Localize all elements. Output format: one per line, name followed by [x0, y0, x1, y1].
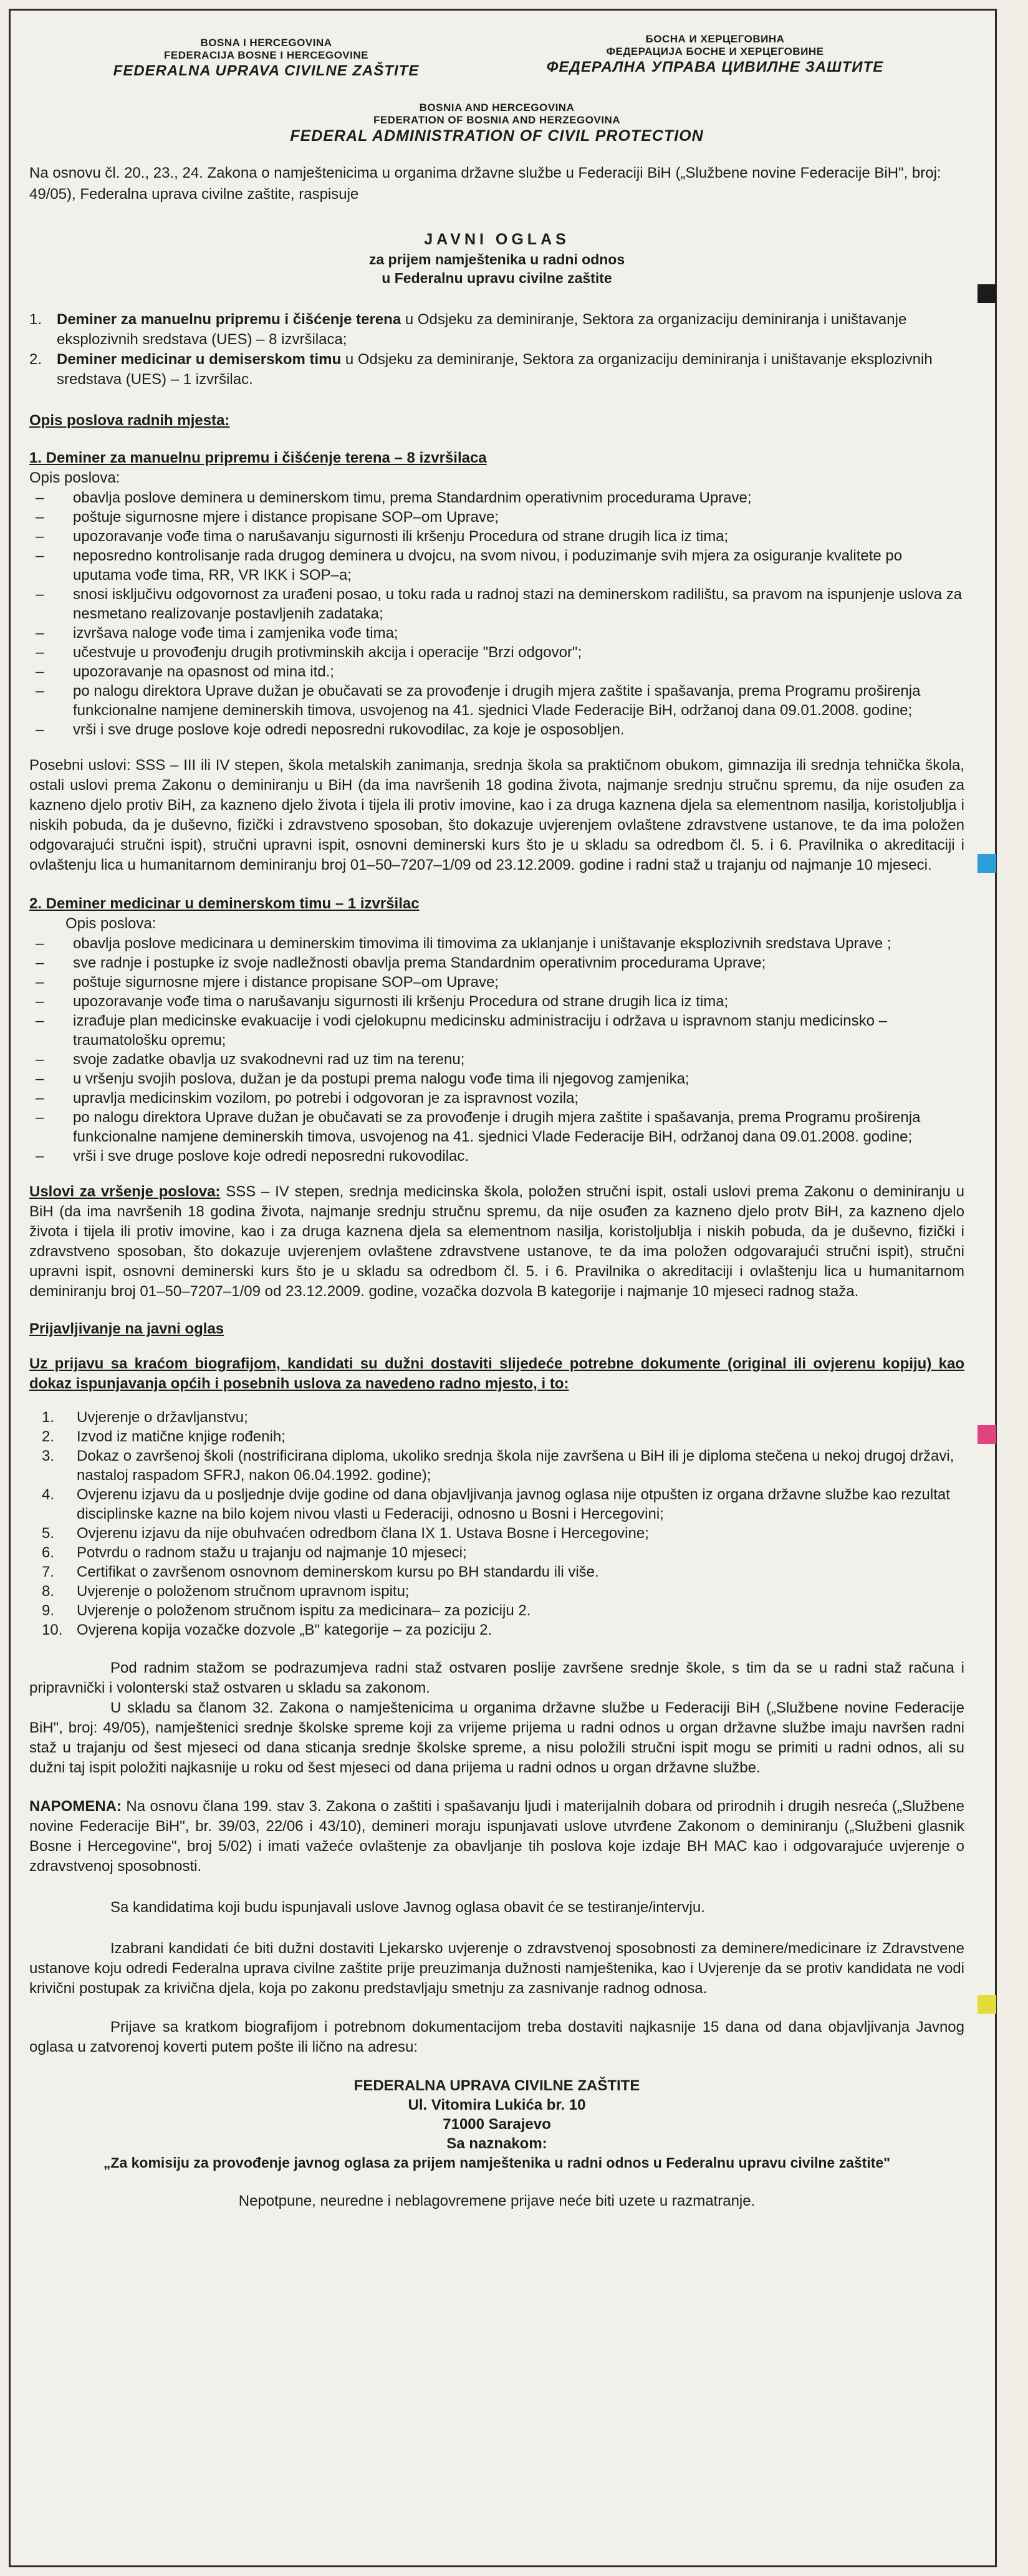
- position-description: u Odsjeku za deminiranje, Sektora za organizaciju deminiranja i uništavanje eksplozivnih sredstava (UES) – 8 izvršilaca;: [57, 311, 907, 348]
- list-item: 10. Ovjerena kopija vozačke dozvole „B" kategorije – za poziciju 2.: [42, 1622, 492, 1638]
- list-item: – neposredno kontrolisanje rada drugog deminera u dvojcu, na svom nivou, i poduzimanje svih mjera za osiguranje kvalitete po uputama vođe tima, RR, VR IKK i SOP–a;: [36, 547, 903, 584]
- section2-requirements: Uslovi za vršenje poslova: SSS – IV stepen, srednja medicinska škola, položen stručni ispit, ostali uslovi prema Zakonu o deminiranju u BiH (da ima navršenih 18 godina života, najmanje srednju stručnu spremu, da nije osuđen za kazneno djelo protv BiH, za kazneno djelo života i tijela ili protiv imovine, kao i za druga kaznena djela sa elementnom nasilja, koristoljublja i niskih pobuda, da je duševno, fizički i zdravstveno sposoban, što dokazuje uvjerenjem ovlaštene zdravstvene ustanove, te da ima položen odgovarajući stručni ispit), stručni upravni ispit, osnovni deminerski kurs što je u skladu sa odredbom čl. 5. i 6. Pravilnika o akreditaciji i ovlaštenju lica u humanitarnom deminiranju broj 01–50–7207–1/09 od 23.12.2009. godine, vozačka dozvola B kategorije i najmanje 10 mjeseci radnog staža.: [29, 1183, 964, 1300]
- list-item: 8. Uvjerenje o položenom stručnom upravnom ispitu;: [42, 1583, 410, 1600]
- printer-mark-magenta: [978, 1425, 996, 1444]
- job-descriptions-heading: Opis poslova radnih mjesta:: [29, 412, 230, 429]
- header-agency-en: FEDERAL ADMINISTRATION OF CIVIL PROTECTION: [290, 127, 704, 145]
- address-block: [29, 2076, 964, 2173]
- list-item: – izvršava naloge vođe tima i zamjenika vođe tima;: [36, 625, 398, 642]
- list-item: 4. Ovjerenu izjavu da u posljednje dvije godine od dana objavljivanja javnog oglasa nije otpušten iz organa državne službe kao rezultat disciplinske kazne na bilo kojem nivou vlasti u Federaciji, odnosno u Bosni i Hercegovini;: [42, 1486, 950, 1522]
- submission-note: Prijave sa kratkom biografijom i potrebnom dokumentacijom treba dostaviti najkasnije 15 dana od dana objavljivanja Javnog oglasa u zatvorenoj koverti putem pošte ili lično na adresu:: [29, 2019, 964, 2055]
- list-item: – sve radnje i postupke iz svoje nadležnosti obavlja prema Standardnim operativnim procedurama Uprave;: [36, 954, 766, 971]
- list-item: – upozoravanje vođe tima o narušavanju sigurnosti ili kršenju Procedura od strane drugih lica iz tima;: [36, 993, 729, 1010]
- documents-intro: Uz prijavu sa kraćom biografijom, kandidati su dužni dostaviti slijedeće potrebne dokumente (original ili ovjerenu kopiju) kao dokaz ispunjavanja općih i posebnih uslova za navedeno radno mjesto, i to:: [29, 1355, 964, 1392]
- list-item: – upozoravanje vođe tima o narušavanju sigurnosti ili kršenju Procedura od strane drugih lica iz tima;: [36, 528, 729, 545]
- list-item: 2. Izvod iz matične knjige rođenih;: [42, 1428, 286, 1445]
- selected-candidates-note: Izabrani kandidati će biti dužni dostaviti Ljekarsko uvjerenje o zdravstvenoj sposobnosti za deminere/medicinare iz Zdravstvene ustanove koju odredi Federalna uprava civilne zaštite prije preuzimanja dužnosti namještenika, kao i Uvjerenje da se protiv kandidata ne vodi krivični postupak za krivična djela, koja po zakonu predstavljaju smetnju za zasnivanje radnog odnosa.: [29, 1940, 964, 1997]
- list-item: 7. Certifikat o završenom osnovnom deminerskom kursu po BH standardu ili više.: [42, 1564, 599, 1580]
- napomena-label: NAPOMENA:: [29, 1798, 122, 1815]
- list-item: 6. Potvrdu o radnom stažu u trajanju od najmanje 10 mjeseci;: [42, 1544, 467, 1561]
- header-english: [29, 102, 964, 145]
- address-city: 71000 Sarajevo: [443, 2116, 551, 2133]
- list-item: – upozoravanje na opasnost od mina itd.;: [36, 663, 334, 680]
- list-item: – snosi isključivu odgovornost za urađeni posao, u toku rada u radnoj stazi na deminerskom radilištu, sa pravom na ispunjenje uslova za nesmetano realizovanje postavljenih zadataka;: [36, 586, 963, 622]
- page-title: JAVNI OGLAS: [424, 231, 570, 248]
- header-federation-en: FEDERATION OF BOSNIA AND HERZEGOVINA: [373, 114, 621, 126]
- section2-heading: 2. Deminer medicinar u deminerskom timu – 1 izvršilac: [29, 895, 420, 912]
- list-item: – vrši i sve druge poslove koje odredi neposredni rukovodilac.: [36, 1148, 469, 1165]
- position-item: [29, 350, 964, 390]
- header-country-en: BOSNIA AND HERCEGOVINA: [419, 102, 575, 113]
- list-item: – učestvuje u provođenju drugih protivminskih akcija i operacije "Brzi odgovor";: [36, 644, 582, 661]
- list-item: – poštuje sigurnosne mjere i distance propisane SOP–om Uprave;: [36, 509, 499, 526]
- section1-heading: 1. Deminer za manuelnu pripremu i čišćenje terena – 8 izvršilaca: [29, 449, 487, 466]
- position-number: 2.: [29, 351, 42, 368]
- list-item: 9. Uvjerenje o položenom stručnom ispitu za medicinara– za poziciju 2.: [42, 1602, 531, 1619]
- list-item: – svoje zadatke obavlja uz svakodnevni rad uz tim na terenu;: [36, 1051, 465, 1068]
- address-label: Sa naznakom:: [446, 2135, 547, 2152]
- list-item: – poštuje sigurnosne mjere i distance propisane SOP–om Uprave;: [36, 974, 499, 991]
- testing-note: Sa kandidatima koji budu ispunjavali uslove Javnog oglasa obavit će se testiranje/intervju.: [110, 1899, 705, 1916]
- header: [29, 23, 964, 98]
- position-number: 1.: [29, 311, 42, 328]
- list-item: – izrađuje plan medicinske evakuacije i vodi cjelokupnu medicinsku administraciju i održava u ispravnom stanju medicinsko – traumatološku opremu;: [36, 1012, 887, 1049]
- list-item: – po nalogu direktora Uprave dužan je obučavati se za provođenje i drugih mjera zaštite i spašavanja, prema Programu proširenja funkcionalne namjene deminerskih timova, usvojenog na 41. sjednici Vlade Federacije BiH, održanoj dana 09.01.2008. godine;: [36, 1109, 921, 1145]
- printer-mark-cyan: [978, 854, 996, 873]
- list-item: 3. Dokaz o završenoj školi (nostrificirana diploma, ukoliko srednja škola nije završena u BiH ili je diploma stečena u nekoj drugoj državi, nastaloj raspadom SFRJ, nakon 06.04.1992. godine);: [42, 1448, 954, 1484]
- footer-note: Nepotpune, neuredne i neblagovremene prijave neće biti uzete u razmatranje.: [238, 2193, 756, 2209]
- list-item: – obavlja poslove medicinara u deminerskim timovima ili timovima za uklanjanje i uništavanje eksplozivnih sredstava Uprave ;: [36, 935, 891, 952]
- position-title: Deminer za manuelnu pripremu i čišćenje terena: [57, 311, 401, 328]
- header-latin: [92, 37, 441, 80]
- ad-content: [29, 23, 964, 2211]
- section1-opis-label: Opis poslova:: [29, 469, 120, 486]
- position-description: u Odsjeku za deminiranje, Sektora za organizaciju deminiranja i uništavanje eksplozivnih sredstava (UES) – 1 izvršilac.: [57, 351, 933, 388]
- section1-requirements: Posebni uslovi: SSS – III ili IV stepen, škola metalskih zanimanja, srednja škola sa praktičnom obukom, gimnazija ili srednja tehnička škola, ostali uslovi prema Zakonu o deminiranju u BiH (da ima navršenih 18 godina života, najmanje srednju stručnu spremu, da nije osuđen za kazneno djelo protiv BiH, za kazneno djelo života i tijela ili protiv imovine, kao i za druga kaznena djela sa elementnom nasilja, koristoljublja i niskih pobuda, da je duševno, fizički i zdravstveno sposoban, što dokazuje uvjerenjem ovlaštene zdravstvene ustanove, te da ima položen odgovarajući stručni ispit), stručni upravni ispit, osnovni deminerski kurs što je u skladu sa odredbom čl. 5. i 6. Pravilnika o akreditaciji i ovlaštenju lica u humanitarnom deminiranju broj 01–50–7207–1/09 od 23.12.2009. godine i radni staž u trajanju od najmanje 10 mjeseci.: [29, 757, 964, 873]
- list-item: 1. Uvjerenje o državljanstvu;: [42, 1409, 248, 1426]
- positions-list: [29, 310, 964, 390]
- header-country-cyr: БОСНА И ХЕРЦЕГОВИНА: [645, 33, 785, 45]
- address-agency: FEDERALNA UPRAVA CIVILNE ZAŠTITE: [353, 2077, 640, 2094]
- header-agency: FEDERALNA UPRAVA CIVILNE ZAŠTITE: [113, 62, 420, 79]
- list-item: – u vršenju svojih poslova, dužan je da postupi prema nalogu vođe tima ili njegovog zamjenika;: [36, 1070, 689, 1087]
- header-agency-cyr: ФЕДЕРАЛНА УПРАВА ЦИВИЛНЕ ЗАШТИТЕ: [546, 59, 884, 75]
- header-cyrillic: [540, 33, 890, 77]
- title-subline-2: u Federalnu upravu civilne zaštite: [382, 270, 612, 286]
- article-32-note: U skladu sa članom 32. Zakona o namještenicima u organima državne službe u Federaciji BiH („Službene novine Federacije BiH", broj: 49/05), namještenici srednje školske spreme koji za vrijeme prijema u radni odnos u organ državne službe imaju navršen radni staž u trajanju od šest mjeseci od dana sticanja srednje školske spreme, a nisu položili stručni ispit mogu se primiti u radni odnos, ali su dužni taj ispit položiti najkasnije u roku od šest mjeseci od dana prijema u radni odnos u organ državne službe.: [29, 1699, 964, 1776]
- header-country: BOSNA I HERCEGOVINA: [200, 37, 332, 49]
- section1-duties: [29, 488, 964, 739]
- printer-mark-black: [978, 284, 996, 303]
- newspaper-ad: [9, 9, 997, 2567]
- header-federation: FEDERACIJA BOSNE I HERCEGOVINE: [164, 49, 368, 61]
- section2-duties: [29, 934, 964, 1166]
- intro-text: Na osnovu čl. 20., 23., 24. Zakona o namještenicima u organima državne službe u Federaciji BiH („Službene novine Federacije BiH", broj: 49/05), Federalna uprava civilne zaštite, raspisuje: [29, 165, 941, 203]
- position-item: [29, 310, 964, 350]
- address-commission: „Za komisiju za provođenje javnog oglasa za prijem namještenika u radni odnos u Federalnu upravu civilne zaštite": [103, 2155, 891, 2171]
- list-item: – obavlja poslove deminera u deminerskom timu, prema Standardnim operativnim procedurama Uprave;: [36, 489, 752, 506]
- address-street: Ul. Vitomira Lukića br. 10: [408, 2097, 586, 2113]
- documents-list: [29, 1408, 964, 1640]
- list-item: – upravlja medicinskim vozilom, po potrebi i odgovoran je za ispravnost vozila;: [36, 1090, 579, 1107]
- title-block: [29, 229, 964, 287]
- list-item: – vrši i sve druge poslove koje odredi neposredni rukovodilac, za koje je osposobljen.: [36, 721, 625, 738]
- section2-opis-label: Opis poslova:: [65, 915, 156, 932]
- position-title: Deminer medicinar u demiserskom timu: [57, 351, 342, 368]
- napomena: NAPOMENA: Na osnovu člana 199. stav 3. Zakona o zaštiti i spašavanju ljudi i materijalnih dobara od prirodnih i drugih nesreća („Službene novine Federacije BiH", br. 39/03, 22/06 i 43/10), demineri moraju ispunjavati uslove utvrđene Zakonom o deminiranju („Službeni glasnik Bosne i Hercegovine", broj 5/02) i imati važeće ovlaštenje za obavljanje tih poslova koje izdaje BH MAC kao i odgovarajuće uvjerenje o zdravstvenoj sposobnosti.: [29, 1798, 964, 1875]
- list-item: 5. Ovjerenu izjavu da nije obuhvaćen odredbom člana IX 1. Ustava Bosne i Hercegovine;: [42, 1525, 649, 1542]
- application-heading: Prijavljivanje na javni oglas: [29, 1320, 224, 1337]
- title-subline-1: za prijem namještenika u radni odnos: [368, 251, 625, 267]
- printer-mark-yellow: [978, 1995, 996, 2014]
- header-federation-cyr: ФЕДЕРАЦИЈА БОСНЕ И ХЕРЦЕГОВИНЕ: [606, 46, 824, 57]
- section2-requirements-label: Uslovi za vršenje poslova:: [29, 1183, 221, 1200]
- work-experience-note: Pod radnim stažom se podrazumjeva radni staž ostvaren poslije završene srednje škole, s tim da se u radni staž računa i pripravnički i volonterski staž ostvaren u skladu sa zakonom.: [29, 1660, 964, 1696]
- list-item: – po nalogu direktora Uprave dužan je obučavati se za provođenje i drugih mjera zaštite i spašavanja, prema Programu proširenja funkcionalne namjene deminerskih timova, usvojenog na 41. sjednici Vlade Federacije BiH, održanoj dana 09.01.2008. godine;: [36, 683, 921, 719]
